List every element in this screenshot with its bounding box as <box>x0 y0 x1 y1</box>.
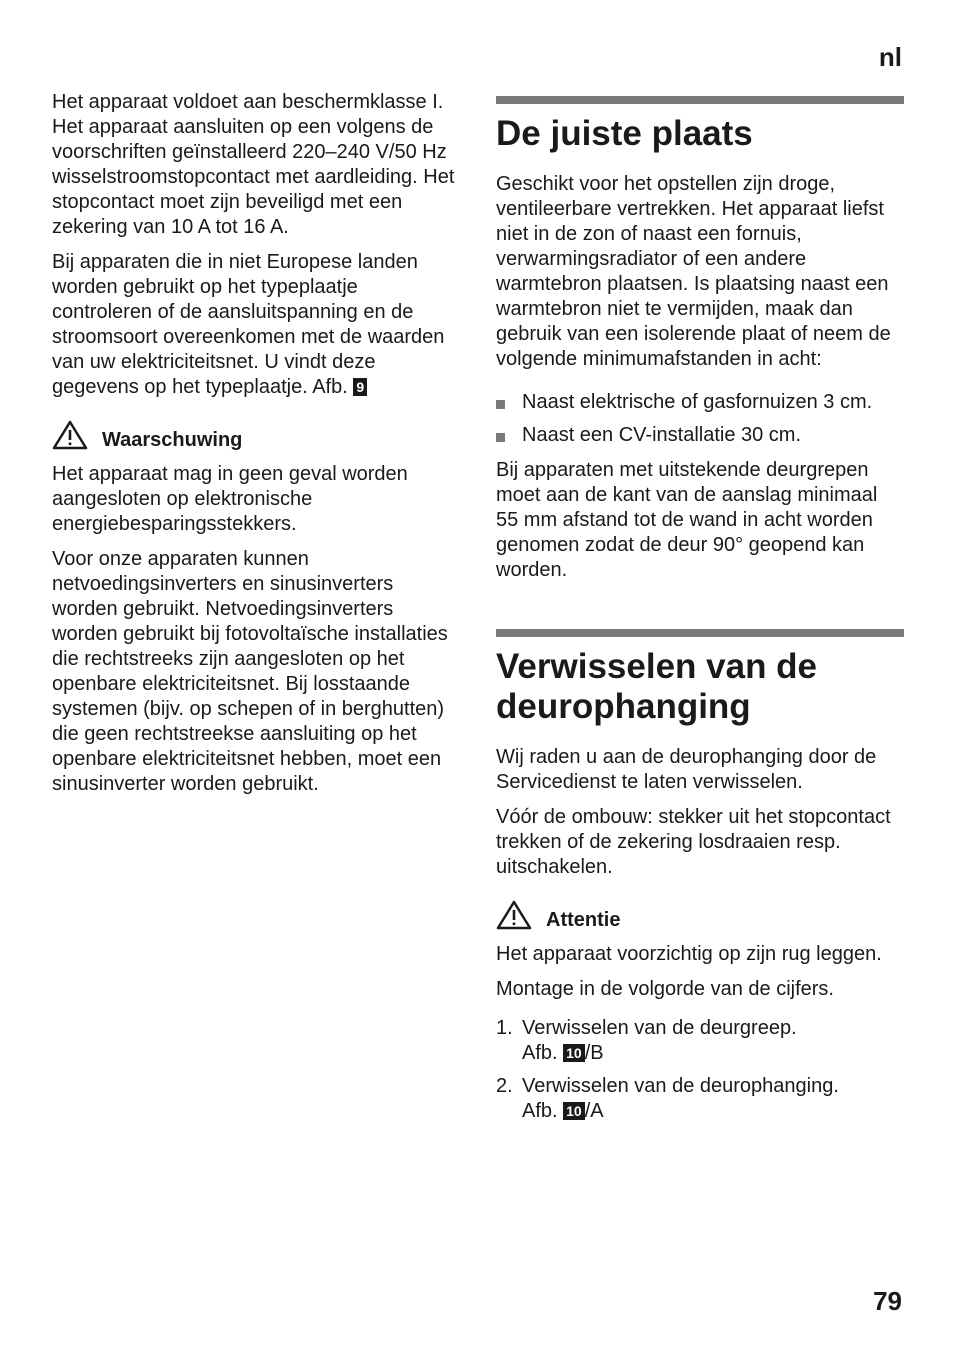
steps-list <box>496 1016 904 1124</box>
figure-reference: 9 <box>353 378 367 396</box>
step-text: Verwisselen van de deurgreep. <box>522 1017 797 1039</box>
section-divider <box>496 629 904 637</box>
figure-reference: 10 <box>563 1044 585 1062</box>
list-item <box>496 1074 904 1124</box>
figure-suffix: /B <box>584 1042 604 1064</box>
paragraph-warning: Het apparaat mag in geen geval worden aangesloten op elektronische energiebesparingsstekkers. <box>52 463 408 535</box>
warning-triangle-icon <box>52 420 88 450</box>
warning-label: Waarschuwing <box>102 428 243 451</box>
step-number: 1. <box>496 1017 513 1039</box>
caution-label: Attentie <box>546 908 621 931</box>
figure-label: Afb. <box>522 1100 558 1122</box>
list-item: Naast elektrische of gasfornuizen 3 cm. <box>496 390 904 415</box>
section-title: Verwisselen van de deurophanging <box>496 647 818 726</box>
figure-reference: 10 <box>563 1102 585 1120</box>
list-item: Naast een CV-installatie 30 cm. <box>496 423 904 448</box>
section-correct-location <box>496 96 904 583</box>
paragraph-door-handles: Bij apparaten met uitstekende deurgrepen moet aan de kant van de aanslag minimaal 55 mm afstand tot de wand in acht worden genomen zodat de deur 90° geopend kan worden. <box>496 459 878 581</box>
figure-label: Afb. <box>522 1042 558 1064</box>
paragraph-protection-class: Het apparaat voldoet aan beschermklasse I. Het apparaat aansluiten op een volgens de voorschriften geïnstalleerd 220–240 V/50 Hz wisselstroomstopcontact met aardleiding. Het stopcontact moet zijn beveiligd met een zekering van 10 A tot 16 A. <box>52 91 455 238</box>
section-divider <box>496 96 904 104</box>
list-item <box>496 1016 904 1066</box>
section-title: De juiste plaats <box>496 114 753 153</box>
language-code: nl <box>878 42 902 72</box>
paragraph-assembly-order: Montage in de volgorde van de cijfers. <box>496 978 834 1000</box>
paragraph-inverters: Voor onze apparaten kunnen netvoedingsinverters en sinusinverters worden gebruikt. Netvoedingsinverters worden gebruikt bij fotovoltaïsche installaties die rechtstreeks zijn aangesloten op het openbare elektriciteitsnet. Bij losstaande systemen (bijv. op schepen of in berghutten) die geen rechtstreekse aansluiting op het openbare elektriciteitsnet hebben, moet een sinusinverter worden gebruikt. <box>52 548 448 795</box>
paragraph-before-conversion: Vóór de ombouw: stekker uit het stopcontact trekken of de zekering losdraaien resp. uitschakelen. <box>496 806 891 878</box>
left-column <box>52 90 456 807</box>
distance-list <box>496 390 904 448</box>
warning-heading <box>52 420 456 450</box>
paragraph-non-european <box>52 250 456 400</box>
step-text: Verwisselen van de deurophanging. <box>522 1075 839 1097</box>
step-number: 2. <box>496 1075 513 1097</box>
paragraph-location: Geschikt voor het opstellen zijn droge, ventileerbare vertrekken. Het apparaat liefst niet in de zon of naast een fornuis, verwarmingsradiator of een andere warmtebron plaatsen. Is plaatsing naast een warmtebron niet te vermijden, maak dan gebruik van een isolerende plaat of neem de volgende minimumafstanden in acht: <box>496 173 891 370</box>
paragraph-text: Bij apparaten die in niet Europese landen worden gebruikt op het typeplaatje controleren of de aansluitspanning en de stroomsoort overeenkomen met de waarden van uw elektriciteitsnet. U vindt deze gegevens op het typeplaatje. Afb. <box>52 251 445 398</box>
right-column <box>496 96 904 1132</box>
caution-heading <box>496 900 904 930</box>
figure-suffix: /A <box>584 1100 604 1122</box>
section-door-reversal <box>496 629 904 1124</box>
paragraph-lay-on-back: Het apparaat voorzichtig op zijn rug leggen. <box>496 943 882 965</box>
page-number: 79 <box>873 1286 902 1316</box>
paragraph-service: Wij raden u aan de deurophanging door de Servicedienst te laten verwisselen. <box>496 746 877 793</box>
warning-triangle-icon <box>496 900 532 930</box>
